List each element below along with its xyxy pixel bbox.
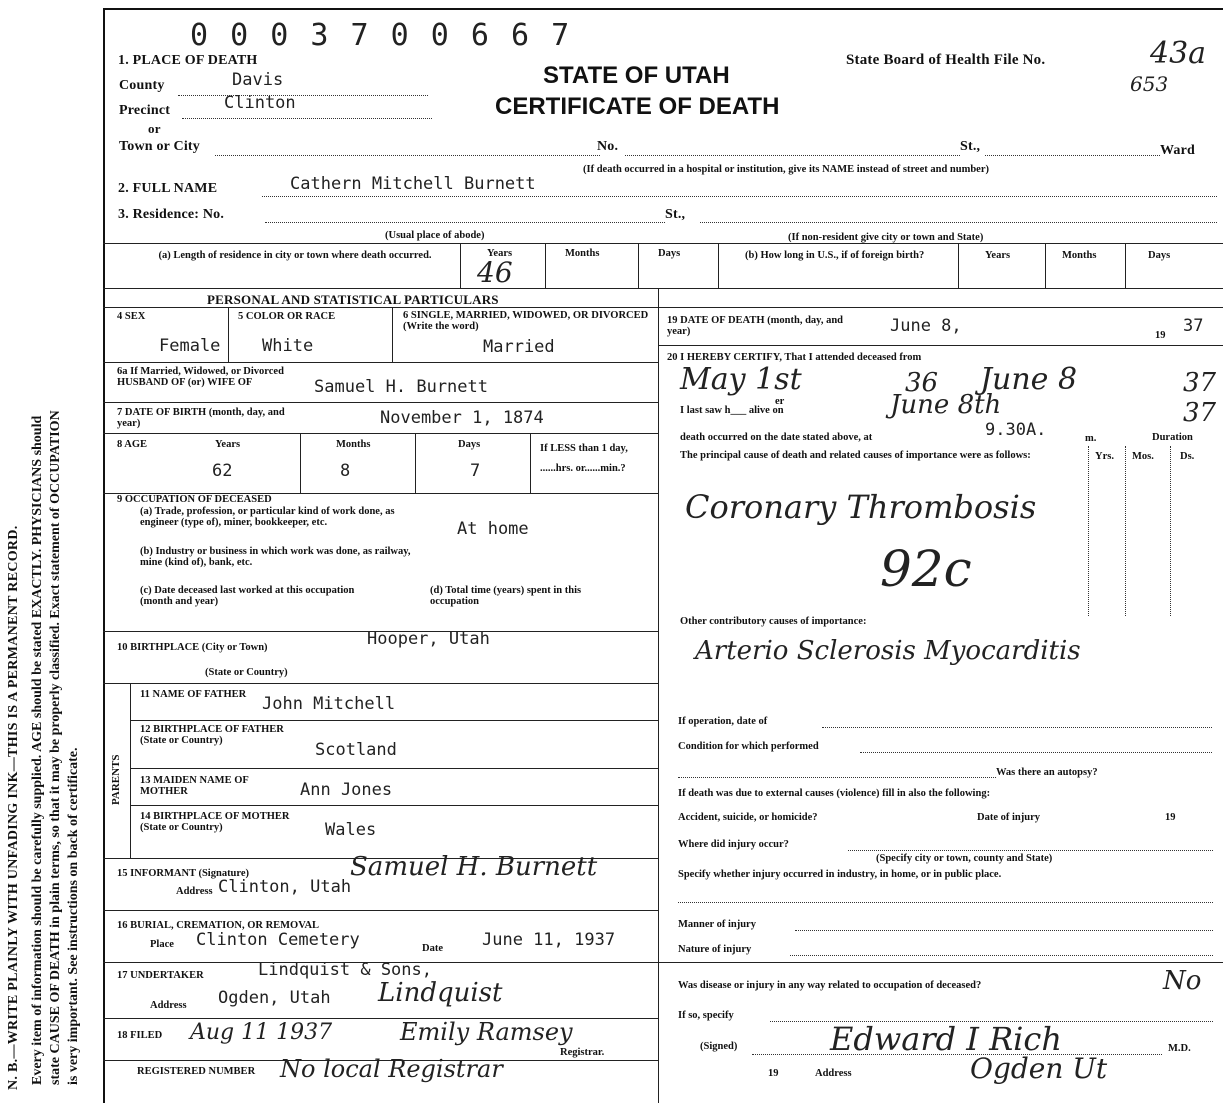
accident-label: Accident, suicide, or homicide? bbox=[678, 812, 818, 823]
father-birthplace-value: Scotland bbox=[315, 740, 397, 760]
mother-label: 13 MAIDEN NAME OF MOTHER bbox=[140, 775, 249, 797]
age-months-label: Months bbox=[336, 439, 371, 450]
operation-label: If operation, date of bbox=[678, 716, 768, 727]
less-than-day: If LESS than 1 day, ......hrs. or......min.? bbox=[540, 443, 628, 474]
st-label: St., bbox=[960, 139, 981, 154]
registrar-signature: Emily Ramsey bbox=[400, 1018, 573, 1046]
residence-label: 3. Residence: No. bbox=[118, 207, 225, 222]
father-birthplace-label: 12 BIRTHPLACE OF FATHER (State or Country) bbox=[140, 724, 284, 746]
place-heading: 1. PLACE OF DEATH bbox=[118, 53, 258, 68]
death-time: 9.30A. bbox=[985, 420, 1047, 440]
form-top-border bbox=[103, 8, 1223, 10]
marital-label: 6 SINGLE, MARRIED, WIDOWED, OR DIVORCED (Write the word) bbox=[403, 310, 649, 332]
local-registrar-note: No local Registrar bbox=[280, 1055, 503, 1083]
mother-value: Ann Jones bbox=[300, 780, 393, 800]
husband-label: 6a If Married, Widowed, or Divorced HUSBAND OF (or) WIFE OF bbox=[117, 366, 284, 388]
md-label: M.D. bbox=[1168, 1043, 1191, 1054]
undertaker-signature: Lindquist bbox=[378, 978, 503, 1008]
residence-len-a: (a) Length of residence in city or town where death occurred. bbox=[158, 250, 432, 261]
attended-to-year: 37 bbox=[1183, 368, 1217, 398]
husband-value: Samuel H. Burnett bbox=[314, 377, 488, 397]
last-saw-date: June 8th bbox=[890, 390, 1002, 420]
undertaker-address: Ogden, Utah bbox=[218, 988, 331, 1008]
undertaker-value: Lindquist & Sons, bbox=[258, 960, 432, 980]
attended-from: May 1st bbox=[680, 362, 802, 397]
side-note-2: Every item of information should be carefully supplied. AGE should be stated EXACTLY. PHYSICIANS should bbox=[30, 415, 45, 1085]
abode-note: (Usual place of abode) bbox=[385, 230, 485, 241]
age-days-value: 7 bbox=[470, 461, 481, 481]
dod-value: June 8, bbox=[890, 316, 962, 336]
birthplace-label: 10 BIRTHPLACE (City or Town) bbox=[117, 642, 268, 653]
informant-address-label: Address bbox=[176, 886, 213, 897]
file-no-label: State Board of Health File No. bbox=[846, 52, 1046, 68]
occupation-related-answer: No bbox=[1163, 966, 1202, 996]
town-label: Town or City bbox=[119, 139, 200, 154]
burial-place: Clinton Cemetery bbox=[196, 930, 360, 950]
informant-address: Clinton, Utah bbox=[218, 877, 352, 897]
condition-label: Condition for which performed bbox=[678, 741, 819, 752]
age-years-label: Years bbox=[215, 439, 241, 450]
birthplace-value: Hooper, Utah bbox=[367, 629, 490, 649]
birthplace-state-label: (State or Country) bbox=[205, 667, 288, 678]
cause-code: 92c bbox=[880, 540, 972, 598]
signed-label: (Signed) bbox=[700, 1041, 738, 1052]
sex-value: Female bbox=[159, 336, 221, 356]
filed-date: Aug 11 1937 bbox=[190, 1020, 333, 1045]
parents-label: PARENTS bbox=[110, 754, 122, 805]
county-value: Davis bbox=[232, 70, 284, 90]
attended-to: June 8 bbox=[980, 362, 1078, 397]
duration-label: Duration bbox=[1152, 432, 1193, 443]
age-days-label: Days bbox=[458, 439, 481, 450]
occupation-c: (c) Date deceased last worked at this occupation (month and year) bbox=[140, 585, 355, 607]
last-saw-year: 37 bbox=[1183, 398, 1217, 428]
physician-address-label: Address bbox=[815, 1068, 852, 1079]
serial-number: 0 0 0 3 7 0 0 6 6 7 bbox=[190, 18, 572, 53]
file-no-value-2: 653 bbox=[1130, 72, 1169, 96]
dob-value: November 1, 1874 bbox=[380, 408, 544, 428]
cause-of-death: Coronary Thrombosis bbox=[685, 488, 1037, 526]
us-years-label: Years bbox=[985, 250, 1011, 261]
occupation-b: (b) Industry or business in which work was done, as railway, mine (kind of), bank, etc. bbox=[140, 546, 411, 568]
duration-mos: Mos. bbox=[1132, 451, 1154, 462]
residence-len-b: (b) How long in U.S., if of foreign birth? bbox=[745, 250, 925, 261]
death-time-m: m. bbox=[1085, 433, 1097, 444]
sex-label: 4 SEX bbox=[117, 311, 146, 322]
mother-birthplace-value: Wales bbox=[325, 820, 377, 840]
full-name-value: Cathern Mitchell Burnett bbox=[290, 174, 536, 194]
nature-label: Nature of injury bbox=[678, 944, 752, 955]
age-label: 8 AGE bbox=[117, 439, 148, 450]
burial-label: 16 BURIAL, CREMATION, OR REMOVAL bbox=[117, 920, 320, 931]
last-saw-er: er bbox=[775, 396, 785, 407]
filed-label: 18 FILED bbox=[117, 1030, 163, 1041]
undertaker-address-label: Address bbox=[150, 1000, 187, 1011]
ward-label: Ward bbox=[1160, 143, 1196, 158]
nonres-note: (If non-resident give city or town and State) bbox=[788, 232, 984, 243]
date-injury-year: 19 bbox=[1165, 812, 1176, 823]
where-injury-label: Where did injury occur? bbox=[678, 839, 789, 850]
dod-year-prefix: 19 bbox=[1155, 330, 1166, 341]
or-label: or bbox=[148, 121, 161, 136]
side-note-4: is very important. See instructions on back of certificate. bbox=[66, 747, 81, 1085]
other-causes: Arterio Sclerosis Myocarditis bbox=[695, 636, 1081, 666]
informant-label: 15 INFORMANT (Signature) bbox=[117, 868, 250, 879]
res-days-label: Days bbox=[658, 248, 681, 259]
dod-label: 19 DATE OF DEATH (month, day, and year) bbox=[667, 315, 844, 337]
mother-birthplace-label: 14 BIRTHPLACE OF MOTHER (State or Country) bbox=[140, 811, 290, 833]
specify-city-note: (Specify city or town, county and State) bbox=[876, 853, 1053, 864]
cause-intro: The principal cause of death and related causes of importance were as follows: bbox=[680, 450, 1031, 461]
registrar-label: Registrar. bbox=[560, 1047, 605, 1058]
color-label: 5 COLOR OR RACE bbox=[238, 311, 336, 322]
precinct-label: Precinct bbox=[119, 103, 171, 118]
occupation-value: At home bbox=[457, 519, 529, 539]
other-causes-label: Other contributory causes of importance: bbox=[680, 616, 867, 627]
certificate-title: CERTIFICATE OF DEATH bbox=[495, 93, 780, 120]
burial-date: June 11, 1937 bbox=[482, 930, 616, 950]
duration-ds: Ds. bbox=[1180, 451, 1195, 462]
date-injury-label: Date of injury bbox=[977, 812, 1040, 823]
state-title: STATE OF UTAH bbox=[543, 62, 730, 89]
marital-value: Married bbox=[483, 337, 555, 357]
occupation-related-label: Was disease or injury in any way related to occupation of deceased? bbox=[678, 980, 982, 991]
us-months-label: Months bbox=[1062, 250, 1097, 261]
registered-number-label: REGISTERED NUMBER bbox=[137, 1066, 256, 1077]
informant-signature: Samuel H. Burnett bbox=[350, 852, 598, 882]
side-note-3: state CAUSE OF DEATH in plain terms, so that it may be properly classified. Exact statement of OCCUPATION bbox=[48, 410, 63, 1085]
physician-signature: Edward I Rich bbox=[830, 1020, 1062, 1058]
side-note-1: N. B.—WRITE PLAINLY WITH UNFADING INK—THIS IS A PERMANENT RECORD. bbox=[6, 525, 21, 1090]
external-causes-label: If death was due to external causes (violence) fill in also the following: bbox=[678, 788, 991, 799]
form-left-border bbox=[103, 8, 105, 1103]
precinct-value: Clinton bbox=[224, 93, 296, 113]
specify-industry-label: Specify whether injury occurred in industry, in home, or in public place. bbox=[678, 869, 1002, 880]
occupation-a: (a) Trade, profession, or particular kind of work done, as engineer (type of), miner, bookkeeper, etc. bbox=[140, 506, 395, 528]
no-label: No. bbox=[597, 139, 619, 154]
father-value: John Mitchell bbox=[262, 694, 396, 714]
file-no-value: 43a bbox=[1150, 36, 1207, 71]
father-label: 11 NAME OF FATHER bbox=[140, 689, 247, 700]
autopsy-label: Was there an autopsy? bbox=[996, 767, 1098, 778]
full-name-label: 2. FULL NAME bbox=[118, 181, 218, 196]
burial-date-label: Date bbox=[422, 943, 443, 954]
burial-place-label: Place bbox=[150, 939, 174, 950]
certify-label: 20 I HEREBY CERTIFY, That I attended deceased from bbox=[667, 352, 922, 363]
if-so-label: If so, specify bbox=[678, 1010, 734, 1021]
attended-from-year: 36 bbox=[905, 368, 939, 398]
physician-address: Ogden Ut bbox=[970, 1052, 1108, 1085]
duration-yrs: Yrs. bbox=[1095, 451, 1114, 462]
undertaker-label: 17 UNDERTAKER bbox=[117, 970, 204, 981]
color-value: White bbox=[262, 336, 314, 356]
age-months-value: 8 bbox=[340, 461, 351, 481]
signed-year-prefix: 19 bbox=[768, 1068, 779, 1079]
death-occurred-label: death occurred on the date stated above, at bbox=[680, 432, 873, 443]
res-years-label: Years bbox=[487, 248, 513, 259]
res-years-value: 46 bbox=[477, 256, 513, 289]
hospital-note: (If death occurred in a hospital or institution, give its NAME instead of street and number) bbox=[583, 164, 990, 175]
age-years-value: 62 bbox=[212, 461, 233, 481]
us-days-label: Days bbox=[1148, 250, 1171, 261]
occupation-d: (d) Total time (years) spent in this occupation bbox=[430, 585, 582, 607]
dod-year: 37 bbox=[1183, 316, 1204, 336]
personal-heading: PERSONAL AND STATISTICAL PARTICULARS bbox=[207, 292, 499, 307]
residence-st-label: St., bbox=[665, 207, 686, 222]
res-months-label: Months bbox=[565, 248, 600, 259]
center-divider bbox=[658, 288, 659, 1103]
county-label: County bbox=[119, 78, 165, 93]
occupation-label: 9 OCCUPATION OF DECEASED bbox=[117, 494, 272, 505]
manner-label: Manner of injury bbox=[678, 919, 756, 930]
dob-label: 7 DATE OF BIRTH (month, day, and year) bbox=[117, 407, 285, 429]
last-saw-label: I last saw h___ alive on bbox=[680, 405, 784, 416]
